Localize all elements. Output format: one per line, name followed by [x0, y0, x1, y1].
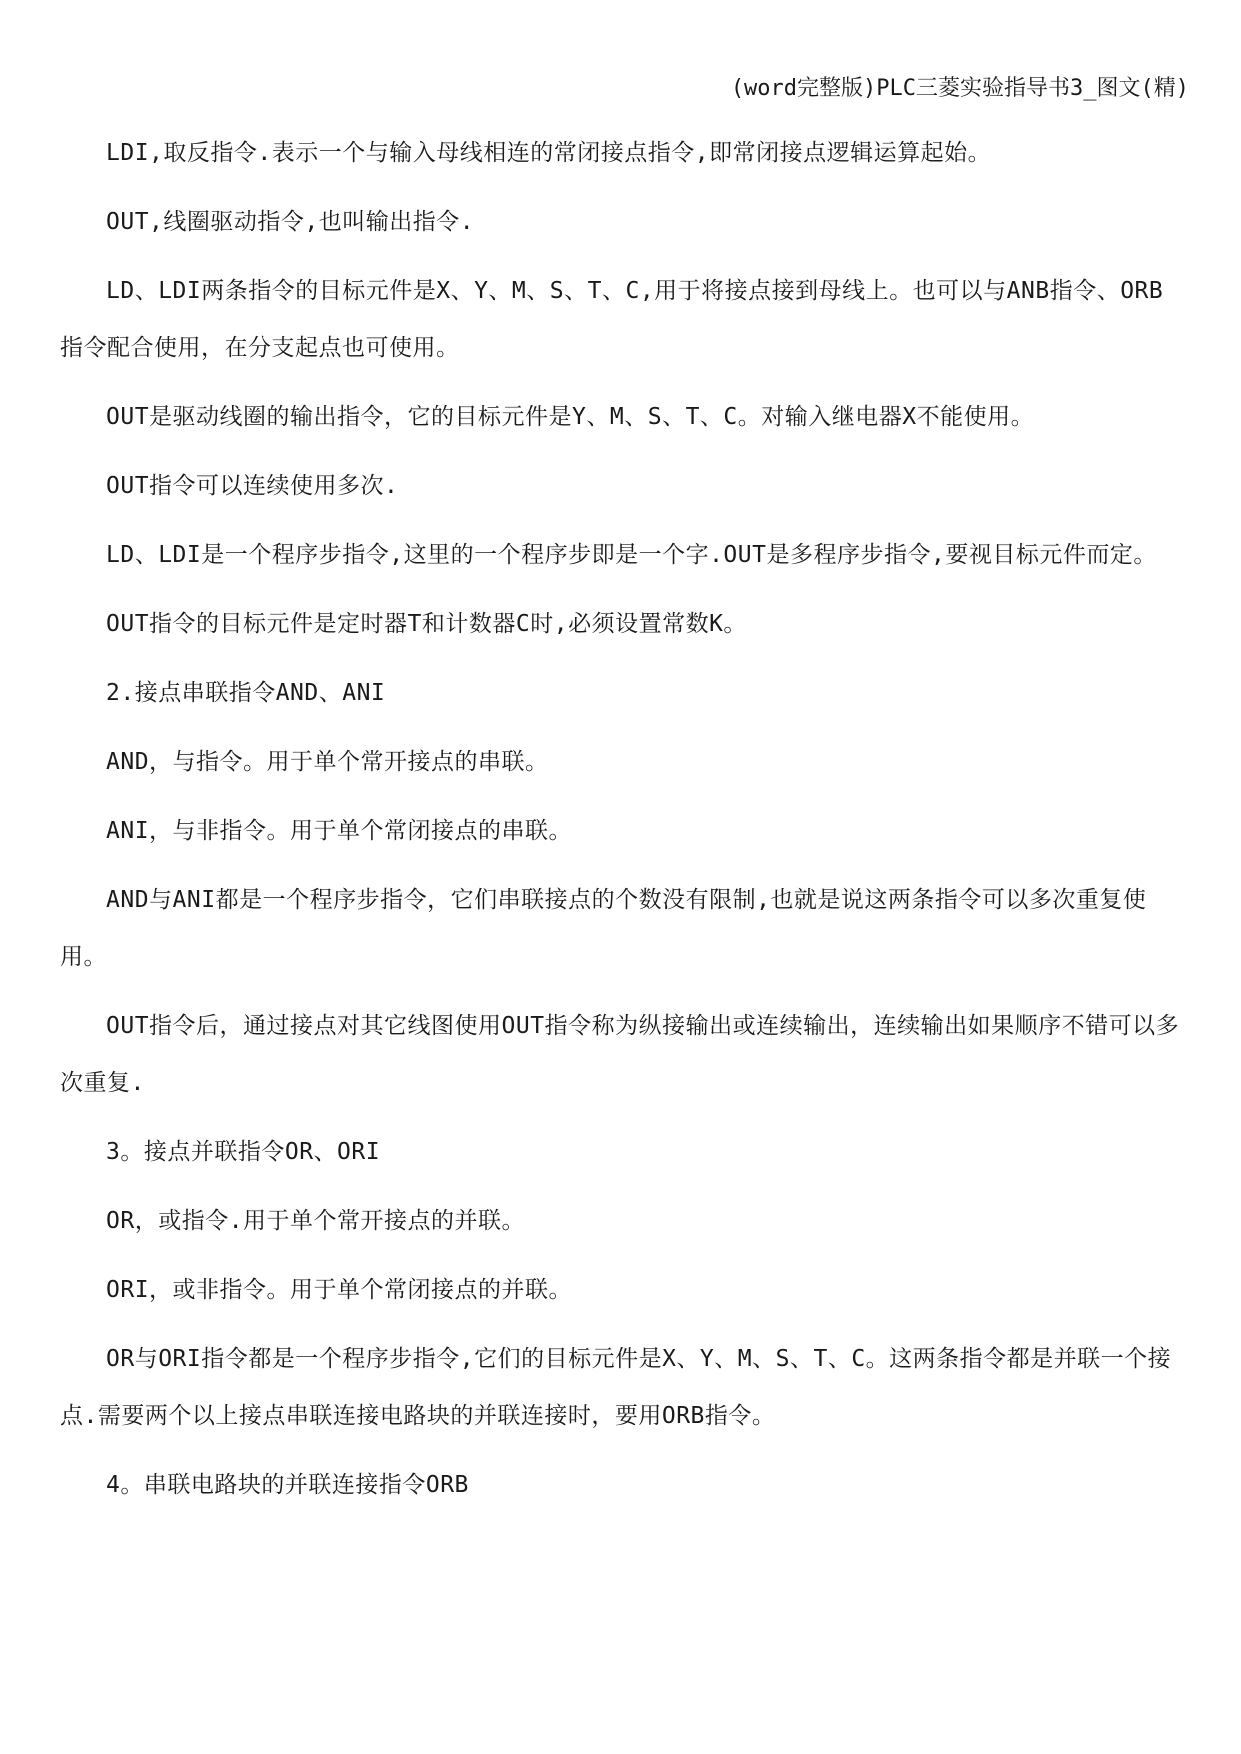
paragraph-ld-ldi-targets: LD、LDI两条指令的目标元件是X、Y、M、S、T、C,用于将接点接到母线上。也可以与ANB指令、ORB指令配合使用，在分支起点也可使用。	[60, 278, 1164, 361]
paragraph-or: OR，或指令.用于单个常开接点的并联。	[106, 1208, 526, 1234]
paragraph-or-ori-steps: OR与ORI指令都是一个程序步指令,它们的目标元件是X、Y、M、S、T、C。这两条指令都是并联一个接点.需要两个以上接点串联连接电路块的并联连接时，要用ORB指令。	[60, 1346, 1172, 1429]
paragraph-out-repeat: OUT指令可以连续使用多次.	[106, 473, 399, 499]
paragraph-out: OUT,线圈驱动指令,也叫输出指令.	[106, 209, 475, 235]
paragraph-continuous-output: OUT指令后，通过接点对其它线图使用OUT指令称为纵接输出或连续输出，连续输出如果顺序不错可以多次重复.	[60, 1013, 1180, 1096]
section-heading-orb: 4。串联电路块的并联连接指令ORB	[106, 1472, 469, 1498]
paragraph-out-targets: OUT是驱动线圈的输出指令，它的目标元件是Y、M、S、T、C。对输入继电器X不能使用。	[106, 404, 1035, 430]
paragraph-ani: ANI，与非指令。用于单个常闭接点的串联。	[106, 818, 573, 844]
paragraph-program-steps: LD、LDI是一个程序步指令,这里的一个程序步即是一个字.OUT是多程序步指令,要视目标元件而定。	[106, 542, 1157, 568]
paragraph-ldi: LDI,取反指令.表示一个与输入母线相连的常闭接点指令,即常闭接点逻辑运算起始。	[106, 140, 992, 166]
document-body	[60, 125, 1180, 1526]
paragraph-and-ani-steps: AND与ANI都是一个程序步指令，它们串联接点的个数没有限制,也就是说这两条指令可以多次重复使用。	[60, 887, 1147, 970]
section-heading-parallel: 3。接点并联指令OR、ORI	[106, 1139, 381, 1165]
document-header-title: (word完整版)PLC三菱实验指导书3_图文(精)	[730, 76, 1189, 101]
paragraph-and: AND，与指令。用于单个常开接点的串联。	[106, 749, 549, 775]
paragraph-ori: ORI，或非指令。用于单个常闭接点的并联。	[106, 1277, 573, 1303]
section-heading-series: 2.接点串联指令AND、ANI	[106, 680, 386, 706]
paragraph-out-timer-counter: OUT指令的目标元件是定时器T和计数器C时,必须设置常数K。	[106, 611, 747, 637]
